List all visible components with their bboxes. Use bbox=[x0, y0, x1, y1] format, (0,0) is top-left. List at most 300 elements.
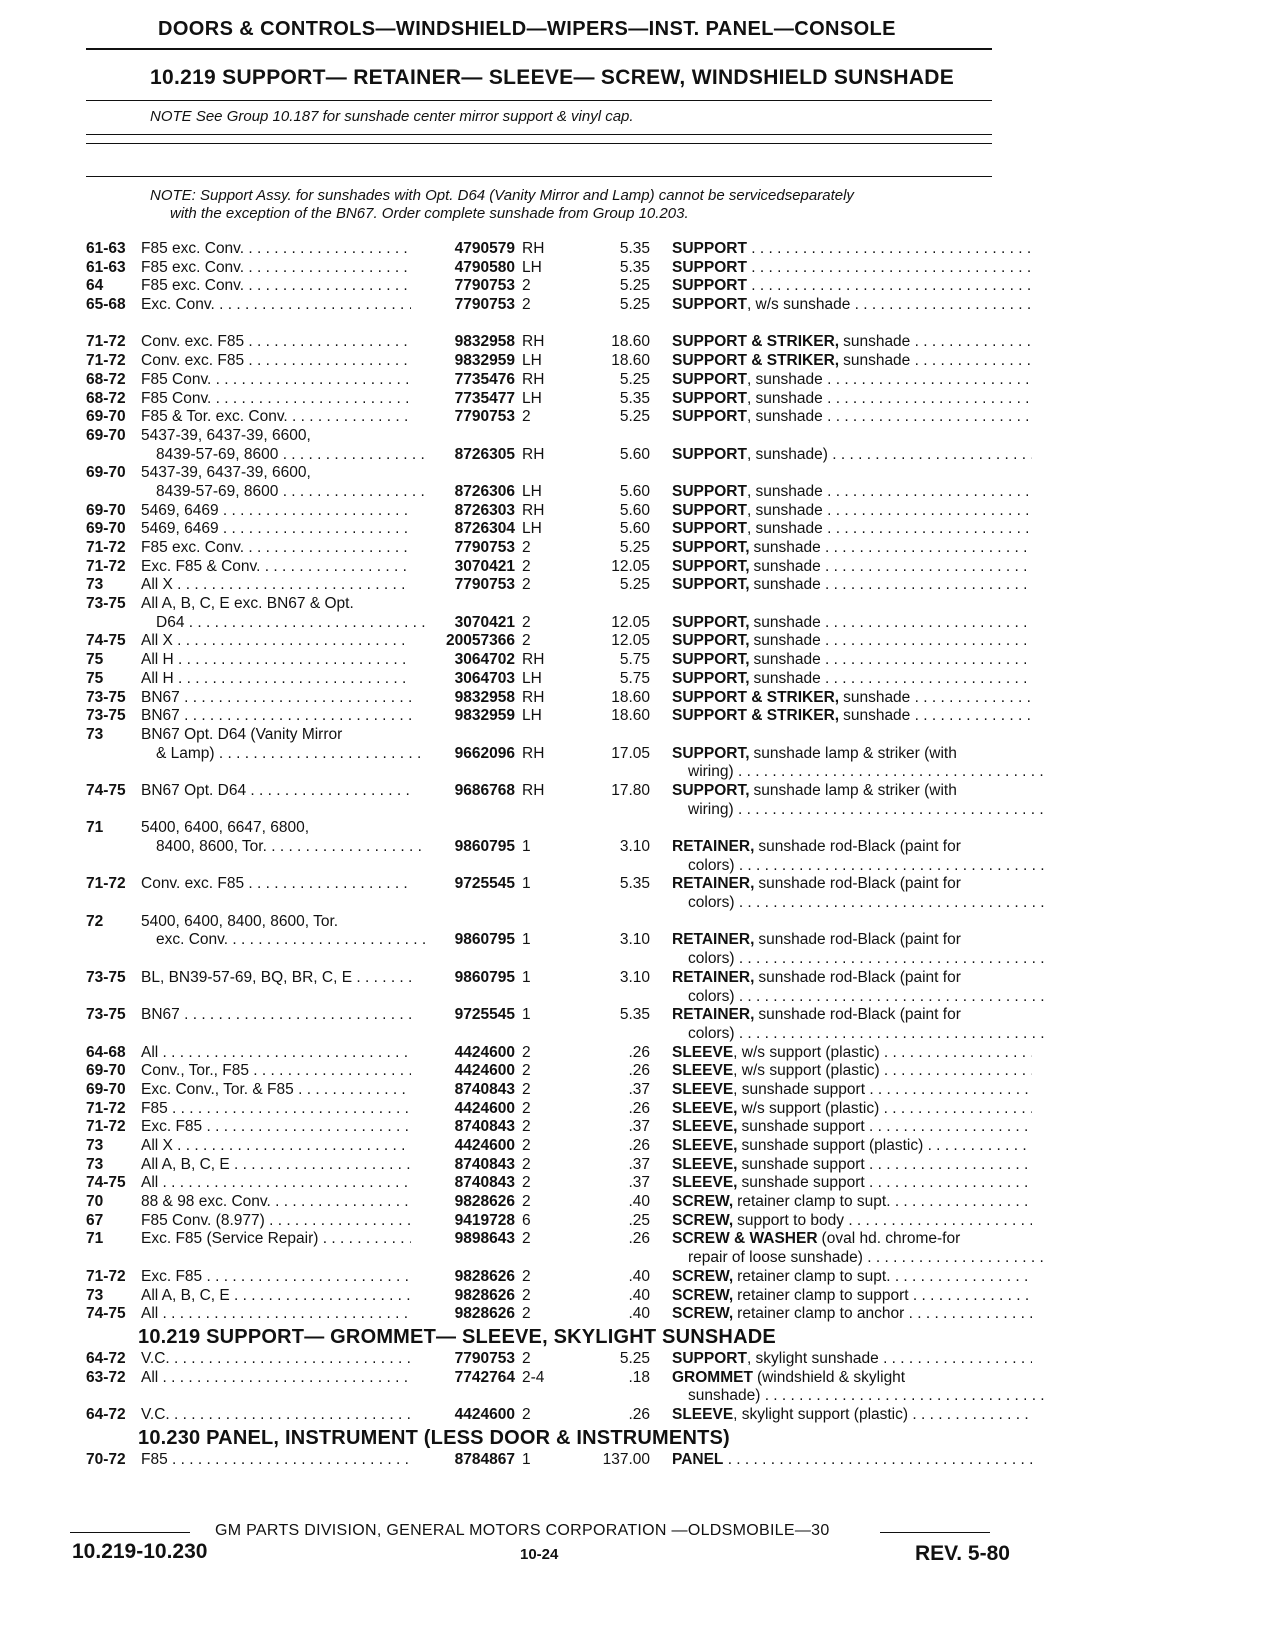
model-years: 71-72 bbox=[86, 1118, 126, 1136]
price: 5.60 bbox=[619, 445, 650, 463]
application: Exc. F85 (Service Repair) . . . bbox=[141, 1230, 411, 1249]
quantity: 2 bbox=[522, 576, 531, 594]
description bbox=[672, 745, 1032, 764]
part-row bbox=[0, 1287, 1280, 1306]
part-row bbox=[0, 1006, 1280, 1025]
description-part-name: RETAINER, bbox=[672, 875, 755, 893]
description-part-name: SUPPORT bbox=[672, 277, 747, 295]
part-number: 9860795 bbox=[454, 838, 515, 855]
application: 8400, 8600, Tor. . . . bbox=[156, 838, 426, 857]
part-row bbox=[0, 371, 1280, 390]
footer-organization: GM PARTS DIVISION, GENERAL MOTORS CORPORATION —OLDSMOBILE—30 bbox=[215, 1522, 830, 1539]
part-row bbox=[0, 1137, 1280, 1156]
part-row bbox=[0, 464, 1280, 483]
subsection-title: 10.219 SUPPORT— GROMMET— SLEEVE, SKYLIGHT SUNSHADE bbox=[138, 1325, 776, 1348]
description bbox=[672, 1451, 1032, 1470]
description-part-name: SCREW, bbox=[672, 1286, 734, 1304]
model-years: 61-63 bbox=[86, 240, 126, 257]
model-years: 64 bbox=[86, 277, 104, 295]
part-row bbox=[0, 707, 1280, 726]
price: 18.60 bbox=[611, 352, 650, 370]
description-part-name: SCREW & WASHER bbox=[672, 1230, 818, 1248]
part-number: 9828626 bbox=[454, 1193, 515, 1211]
model-years: 64-72 bbox=[86, 1405, 126, 1423]
part-number: 3070421 bbox=[454, 613, 515, 631]
description bbox=[672, 240, 1032, 259]
application: 5469, 6469 . . . bbox=[141, 502, 411, 521]
description-detail: sunshade bbox=[843, 352, 911, 370]
part-row bbox=[0, 801, 1280, 820]
description bbox=[672, 390, 1032, 409]
description-part-name: SUPPORT bbox=[672, 370, 747, 388]
part-number: 8740843 bbox=[454, 1155, 515, 1173]
description bbox=[672, 483, 1032, 502]
footer-page-number: 10-24 bbox=[520, 1546, 559, 1563]
price: 5.25 bbox=[619, 408, 650, 426]
part-row bbox=[0, 427, 1280, 446]
description bbox=[672, 371, 1032, 390]
description-detail: w/s support (plastic) bbox=[741, 1099, 880, 1117]
model-years: 71-72 bbox=[86, 1099, 126, 1117]
part-row bbox=[0, 408, 1280, 427]
application: F85 exc. Conv. . . . bbox=[141, 277, 411, 296]
description bbox=[688, 801, 1048, 820]
description-detail: repair of loose sunshade) bbox=[688, 1249, 863, 1267]
price: 5.35 bbox=[619, 258, 650, 276]
part-number: 9686768 bbox=[454, 781, 515, 799]
application: Exc. F85 & Conv. . . . bbox=[141, 558, 411, 577]
application: D64 . . . bbox=[156, 614, 426, 633]
part-row bbox=[0, 483, 1280, 502]
description bbox=[672, 1230, 1032, 1249]
price: 5.60 bbox=[619, 482, 650, 500]
part-row bbox=[0, 1305, 1280, 1324]
part-row bbox=[0, 1025, 1280, 1044]
application: 8439-57-69, 8600 . . . bbox=[156, 446, 426, 465]
application: F85 exc. Conv. . . . bbox=[141, 539, 411, 558]
model-years: 71 bbox=[86, 819, 104, 837]
part-row bbox=[0, 763, 1280, 782]
description bbox=[672, 408, 1032, 427]
part-number: 8726305 bbox=[454, 445, 515, 463]
model-years: 71-72 bbox=[86, 539, 126, 556]
model-years: 69-70 bbox=[86, 408, 126, 426]
description-part-name: SUPPORT bbox=[672, 240, 747, 257]
application: All X . . . bbox=[141, 576, 411, 595]
model-years: 68-72 bbox=[86, 389, 126, 407]
part-number: 7742764 bbox=[454, 1368, 515, 1386]
model-years: 75 bbox=[86, 669, 104, 687]
part-number: 8740843 bbox=[454, 1174, 515, 1192]
part-row bbox=[0, 745, 1280, 764]
application: 5400, 6400, 6647, 6800, bbox=[141, 819, 310, 837]
quantity: 1 bbox=[522, 838, 531, 855]
description-part-name: SUPPORT, bbox=[672, 669, 750, 687]
description-part-name: SUPPORT, bbox=[672, 539, 750, 556]
application: All H . . . bbox=[141, 651, 411, 670]
price: .40 bbox=[628, 1267, 650, 1285]
model-years: 74-75 bbox=[86, 781, 126, 799]
model-years: 74-75 bbox=[86, 632, 126, 650]
part-number: 9860795 bbox=[454, 968, 515, 986]
quantity: 2 bbox=[522, 613, 531, 631]
price: .37 bbox=[628, 1080, 650, 1098]
description-part-name: SLEEVE, bbox=[672, 1118, 738, 1136]
quantity: RH bbox=[522, 501, 545, 519]
quantity: 2 bbox=[522, 1305, 531, 1323]
model-years: 71-72 bbox=[86, 1267, 126, 1285]
quantity: 2 bbox=[522, 1080, 531, 1098]
part-row bbox=[0, 1268, 1280, 1287]
description bbox=[672, 539, 1032, 558]
part-number: 4424600 bbox=[454, 1137, 515, 1154]
model-years: 69-70 bbox=[86, 501, 126, 519]
part-number: 3070421 bbox=[454, 557, 515, 575]
part-row bbox=[0, 277, 1280, 296]
description-detail: , sunshade bbox=[746, 482, 823, 500]
price: 5.35 bbox=[619, 875, 650, 893]
quantity: 2 bbox=[522, 632, 531, 650]
part-number: 7790753 bbox=[454, 1349, 515, 1367]
price: .26 bbox=[628, 1043, 650, 1061]
description-detail: colors) bbox=[688, 987, 735, 1005]
part-number: 9419728 bbox=[454, 1211, 515, 1229]
description-detail: , sunshade bbox=[746, 501, 823, 519]
description-part-name: SUPPORT bbox=[672, 520, 747, 538]
application: V.C. . . . bbox=[141, 1350, 411, 1369]
description bbox=[672, 1212, 1032, 1231]
part-number: 4424600 bbox=[454, 1405, 515, 1423]
description bbox=[672, 707, 1032, 726]
part-row bbox=[0, 1100, 1280, 1119]
price: 3.10 bbox=[619, 968, 650, 986]
part-row bbox=[0, 595, 1280, 614]
description-detail: , sunshade bbox=[746, 389, 823, 407]
quantity: 2 bbox=[522, 1118, 531, 1136]
description-detail: , w/s sunshade bbox=[746, 296, 851, 314]
description-detail: sunshade bbox=[753, 613, 821, 631]
section-note: NOTE See Group 10.187 for sunshade center mirror support & vinyl cap. bbox=[150, 108, 634, 125]
part-number: 7790753 bbox=[454, 277, 515, 295]
part-number: 9898643 bbox=[454, 1230, 515, 1248]
description-detail: sunshade rod-Black (paint for bbox=[758, 875, 961, 893]
part-row bbox=[0, 1230, 1280, 1249]
price: .26 bbox=[628, 1230, 650, 1248]
description bbox=[672, 1156, 1032, 1175]
description-part-name: SUPPORT bbox=[672, 389, 747, 407]
price: 5.25 bbox=[619, 539, 650, 556]
model-years: 71-72 bbox=[86, 352, 126, 370]
part-row bbox=[0, 333, 1280, 352]
description bbox=[672, 969, 1032, 988]
model-years: 73-75 bbox=[86, 688, 126, 706]
description-detail: (windshield & skylight bbox=[756, 1368, 906, 1386]
price: 137.00 bbox=[602, 1450, 650, 1468]
application: 5469, 6469 . . . bbox=[141, 520, 411, 539]
description-part-name: RETAINER, bbox=[672, 968, 755, 986]
model-years: 73-75 bbox=[86, 707, 126, 725]
price: .37 bbox=[628, 1155, 650, 1173]
description-part-name: SUPPORT bbox=[672, 408, 747, 426]
part-row bbox=[0, 614, 1280, 633]
model-years: 69-70 bbox=[86, 1062, 126, 1080]
application: Conv. exc. F85 . . . bbox=[141, 333, 411, 352]
part-row bbox=[0, 1174, 1280, 1193]
model-years: 73 bbox=[86, 725, 104, 743]
application: All A, B, C, E exc. BN67 & Opt. bbox=[141, 595, 354, 613]
part-row bbox=[0, 651, 1280, 670]
application: F85 . . . bbox=[141, 1451, 411, 1470]
description-part-name: RETAINER, bbox=[672, 931, 755, 949]
description-detail: (oval hd. chrome-for bbox=[821, 1230, 961, 1248]
part-row bbox=[0, 502, 1280, 521]
part-row bbox=[0, 576, 1280, 595]
quantity: RH bbox=[522, 333, 545, 351]
part-row bbox=[0, 819, 1280, 838]
section-rule-mid2 bbox=[86, 143, 992, 144]
description bbox=[672, 296, 1032, 315]
description-part-name: SUPPORT bbox=[672, 1349, 747, 1367]
model-years: 73 bbox=[86, 1137, 104, 1154]
model-years: 64-72 bbox=[86, 1349, 126, 1367]
description bbox=[688, 857, 1048, 876]
description-detail: sunshade rod-Black (paint for bbox=[758, 838, 961, 855]
description bbox=[672, 1044, 1032, 1063]
description-part-name: SUPPORT bbox=[672, 445, 747, 463]
quantity: RH bbox=[522, 744, 545, 762]
part-number: 9832959 bbox=[454, 707, 515, 725]
price: .37 bbox=[628, 1174, 650, 1192]
description-part-name: SUPPORT bbox=[672, 501, 747, 519]
price: 5.60 bbox=[619, 520, 650, 538]
model-years: 75 bbox=[86, 651, 104, 669]
description-detail: , sunshade) bbox=[746, 445, 828, 463]
price: 3.10 bbox=[619, 931, 650, 949]
description-detail: sunshade rod-Black (paint for bbox=[758, 931, 961, 949]
price: 3.10 bbox=[619, 838, 650, 855]
part-row bbox=[0, 838, 1280, 857]
part-number: 7790753 bbox=[454, 576, 515, 594]
quantity: 2 bbox=[522, 1193, 531, 1211]
part-number: 8740843 bbox=[454, 1080, 515, 1098]
quantity: 2 bbox=[522, 539, 531, 556]
price: 18.60 bbox=[611, 688, 650, 706]
part-row bbox=[0, 950, 1280, 969]
model-years: 72 bbox=[86, 912, 104, 930]
model-years: 65-68 bbox=[86, 296, 126, 314]
part-row bbox=[0, 726, 1280, 745]
description-detail: retainer clamp to supt. bbox=[737, 1193, 891, 1211]
application: All X . . . bbox=[141, 632, 411, 651]
description-detail: sunshade support bbox=[741, 1174, 865, 1192]
quantity: LH bbox=[522, 389, 542, 407]
quantity: LH bbox=[522, 707, 542, 725]
model-years: 71-72 bbox=[86, 557, 126, 575]
description-part-name: SCREW, bbox=[672, 1267, 734, 1285]
description bbox=[672, 931, 1032, 950]
application: BN67 . . . bbox=[141, 689, 411, 708]
application: BL, BN39-57-69, BQ, BR, C, E . . . bbox=[141, 969, 411, 988]
application: V.C. . . . bbox=[141, 1406, 411, 1425]
description-part-name: SUPPORT, bbox=[672, 632, 750, 650]
description bbox=[688, 894, 1048, 913]
description-part-name: SUPPORT bbox=[672, 258, 747, 276]
description-detail: sunshade bbox=[843, 333, 911, 351]
part-row bbox=[0, 689, 1280, 708]
application: F85 & Tor. exc. Conv. . . . bbox=[141, 408, 411, 427]
description-part-name: SLEEVE bbox=[672, 1405, 734, 1423]
part-row bbox=[0, 913, 1280, 932]
description-detail: sunshade rod-Black (paint for bbox=[758, 1006, 961, 1024]
price: 5.60 bbox=[619, 501, 650, 519]
description-detail: sunshade rod-Black (paint for bbox=[758, 968, 961, 986]
part-row bbox=[0, 1044, 1280, 1063]
price: 12.05 bbox=[611, 557, 650, 575]
description-detail: sunshade bbox=[753, 651, 821, 669]
description-part-name: SUPPORT, bbox=[672, 576, 750, 594]
part-number: 4424600 bbox=[454, 1062, 515, 1080]
description-detail: sunshade) bbox=[688, 1387, 761, 1405]
quantity: LH bbox=[522, 352, 542, 370]
part-row bbox=[0, 446, 1280, 465]
application: All A, B, C, E . . . bbox=[141, 1156, 411, 1175]
part-row bbox=[0, 670, 1280, 689]
description bbox=[672, 875, 1032, 894]
model-years: 67 bbox=[86, 1211, 104, 1229]
description-detail: , skylight support (plastic) bbox=[733, 1405, 909, 1423]
part-number: 8784867 bbox=[454, 1450, 515, 1468]
application: All H . . . bbox=[141, 670, 411, 689]
description bbox=[672, 632, 1032, 651]
description bbox=[672, 614, 1032, 633]
quantity: 2 bbox=[522, 1155, 531, 1173]
price: .18 bbox=[628, 1368, 650, 1386]
quantity: 2 bbox=[522, 277, 531, 295]
description-detail: sunshade bbox=[753, 669, 821, 687]
quantity: LH bbox=[522, 258, 542, 276]
part-number: 7735476 bbox=[454, 370, 515, 388]
application: exc. Conv. . . . bbox=[156, 931, 426, 950]
section-rule-note bbox=[86, 176, 992, 177]
description-part-name: SUPPORT & STRIKER, bbox=[672, 688, 840, 706]
quantity: 2 bbox=[522, 1230, 531, 1248]
description-detail: sunshade bbox=[753, 576, 821, 594]
description-detail: sunshade bbox=[843, 688, 911, 706]
part-number: 9832958 bbox=[454, 333, 515, 351]
description bbox=[688, 1387, 1048, 1406]
quantity: 2 bbox=[522, 1286, 531, 1304]
description-detail: colors) bbox=[688, 856, 735, 874]
price: .26 bbox=[628, 1405, 650, 1423]
description bbox=[672, 838, 1032, 857]
price: .26 bbox=[628, 1062, 650, 1080]
application: Exc. Conv., Tor. & F85 . . . bbox=[141, 1081, 411, 1100]
price: .26 bbox=[628, 1137, 650, 1154]
model-years: 68-72 bbox=[86, 370, 126, 388]
description-part-name: GROMMET bbox=[672, 1368, 753, 1386]
quantity: 1 bbox=[522, 931, 531, 949]
part-number: 7735477 bbox=[454, 389, 515, 407]
description-part-name: SUPPORT, bbox=[672, 613, 750, 631]
part-number: 9828626 bbox=[454, 1267, 515, 1285]
part-number: 4424600 bbox=[454, 1043, 515, 1061]
application: 8439-57-69, 8600 . . . bbox=[156, 483, 426, 502]
part-row bbox=[0, 315, 1280, 334]
part-row bbox=[0, 352, 1280, 371]
description bbox=[672, 1193, 1032, 1212]
part-row bbox=[0, 1062, 1280, 1081]
subsection-title: 10.230 PANEL, INSTRUMENT (LESS DOOR & INSTRUMENTS) bbox=[138, 1426, 730, 1449]
description-detail: retainer clamp to supt. bbox=[737, 1267, 891, 1285]
part-row bbox=[0, 1081, 1280, 1100]
part-number: 9725545 bbox=[454, 1006, 515, 1024]
description-detail: sunshade bbox=[753, 632, 821, 650]
description bbox=[672, 1062, 1032, 1081]
description-detail: sunshade support bbox=[741, 1118, 865, 1136]
description-part-name: SUPPORT & STRIKER, bbox=[672, 333, 840, 351]
description-part-name: SUPPORT, bbox=[672, 557, 750, 575]
description-part-name: SCREW, bbox=[672, 1211, 734, 1229]
description-detail: sunshade support bbox=[741, 1155, 865, 1173]
part-number: 20057366 bbox=[446, 632, 515, 650]
description-detail: support to body bbox=[737, 1211, 845, 1229]
application: & Lamp) . . . bbox=[156, 745, 426, 764]
model-years: 73-75 bbox=[86, 595, 126, 613]
description-part-name: RETAINER, bbox=[672, 838, 755, 855]
part-row bbox=[0, 1249, 1280, 1268]
description bbox=[672, 1350, 1032, 1369]
description bbox=[672, 670, 1032, 689]
quantity: 2 bbox=[522, 1043, 531, 1061]
description-part-name: SUPPORT bbox=[672, 482, 747, 500]
price: 5.35 bbox=[619, 389, 650, 407]
description-detail: colors) bbox=[688, 950, 735, 968]
price: .25 bbox=[628, 1211, 650, 1229]
part-row bbox=[0, 240, 1280, 259]
description-detail: , skylight sunshade bbox=[746, 1349, 879, 1367]
price: 18.60 bbox=[611, 707, 650, 725]
application: Conv., Tor., F85 . . . bbox=[141, 1062, 411, 1081]
description-part-name: SCREW, bbox=[672, 1193, 734, 1211]
quantity: 1 bbox=[522, 1006, 531, 1024]
price: 5.75 bbox=[619, 651, 650, 669]
part-number: 3064703 bbox=[454, 669, 515, 687]
description-detail: , sunshade bbox=[746, 370, 823, 388]
quantity: LH bbox=[522, 520, 542, 538]
part-number: 8726303 bbox=[454, 501, 515, 519]
description-part-name: SUPPORT & STRIKER, bbox=[672, 707, 840, 725]
model-years: 73 bbox=[86, 1286, 104, 1304]
description bbox=[672, 1118, 1032, 1137]
model-years: 69-70 bbox=[86, 1080, 126, 1098]
application: F85 exc. Conv. . . . bbox=[141, 259, 411, 278]
part-row bbox=[0, 894, 1280, 913]
description bbox=[688, 1025, 1048, 1044]
part-number: 3064702 bbox=[454, 651, 515, 669]
part-number: 7790753 bbox=[454, 408, 515, 426]
application: All A, B, C, E . . . bbox=[141, 1287, 411, 1306]
price: .26 bbox=[628, 1099, 650, 1117]
description bbox=[672, 1406, 1032, 1425]
section-rule-top bbox=[86, 100, 992, 101]
description-part-name: SLEEVE bbox=[672, 1043, 734, 1061]
support-note bbox=[150, 187, 1030, 223]
header-rule bbox=[86, 48, 992, 50]
application: 5437-39, 6437-39, 6600, bbox=[141, 464, 311, 482]
part-row bbox=[0, 390, 1280, 409]
description bbox=[688, 950, 1048, 969]
description bbox=[672, 277, 1032, 296]
